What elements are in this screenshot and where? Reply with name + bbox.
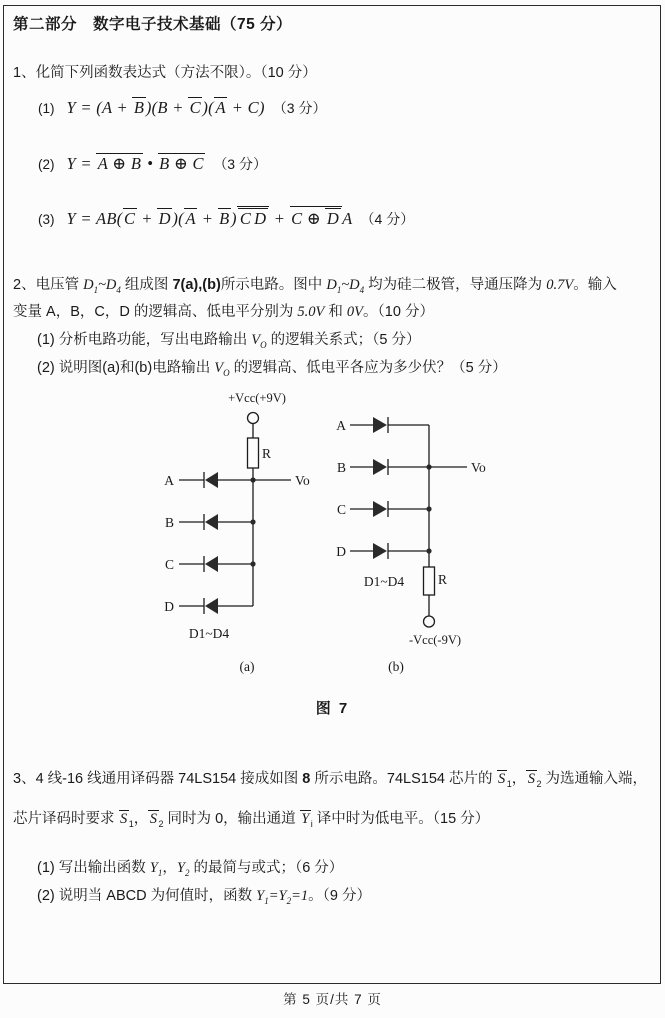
input-label-c: C: [164, 557, 174, 572]
q2-item-2: (2) 说明图(a)和(b)电路输出 $V_O$ 的逻辑高、低电平各应为多少伏？（5 分）: [37, 360, 507, 378]
q2-paragraph-line1: 2、电压管 $D_1\sim D_4$ 组成图 7(a),(b)所示电路。图中 $D_1\sim D_4$ 均为硅二极管，导通压降为 0.7V。输入: [13, 277, 617, 295]
diode-row-a: [336, 417, 429, 433]
junction-dot: [250, 561, 255, 566]
diode-icon: [373, 417, 387, 433]
subfigure-caption-b: (b): [388, 659, 404, 674]
junction-dot: [426, 548, 431, 553]
power-terminal: [248, 413, 259, 424]
formula-score: （3 分）: [272, 100, 327, 116]
input-label-d: D: [164, 599, 174, 614]
vee-label: -Vcc(-9V): [408, 633, 462, 647]
diode-row-b: [165, 514, 253, 530]
resistor-label: R: [438, 572, 448, 587]
output-label: Vo: [471, 460, 486, 475]
q2-item-1: (1) 分析电路功能，写出电路输出 $V_O$ 的逻辑关系式；（5 分）: [37, 332, 421, 350]
formula-score: （3 分）: [213, 156, 267, 172]
diode-icon: [373, 459, 387, 475]
junction-dot: [250, 519, 255, 524]
diode-icon: [373, 543, 387, 559]
formula-number: (1): [38, 101, 55, 116]
diode-row-c: [337, 501, 429, 517]
q1-heading: 1、化简下列函数表达式（方法不限）。（10 分）: [13, 65, 317, 81]
q3-paragraph-line1: 3、4 线-16 线通用译码器 74LS154 接成如图 8 所示电路。74LS154 芯片的 S $_1$， S $_2$ 为选通输入端，: [13, 771, 648, 789]
diode-row-d: [164, 598, 253, 614]
diode-row-d: [336, 543, 429, 559]
circuit-b: [336, 417, 486, 674]
circuit-a: [164, 391, 310, 674]
input-label-d: D: [336, 544, 346, 559]
diode-icon: [373, 501, 387, 517]
resistor-label: R: [262, 446, 272, 461]
page-number: 第 5 页/共 7 页: [283, 992, 382, 1007]
diode-icon: [205, 556, 218, 572]
diode-row-c: [165, 556, 253, 572]
q1-item-2: [38, 153, 267, 174]
junction-dot: [426, 506, 431, 511]
diode-icon: [205, 472, 218, 488]
input-label-c: C: [336, 502, 346, 517]
formula-expression: Y = AB(C + D)(A + B) C D + C ⊕ D A: [67, 209, 353, 228]
diode-row-b: [337, 459, 429, 475]
diode-icon: [205, 514, 218, 530]
q3-paragraph-line2: 芯片译码时要求 S $_1$， S $_2$ 同时为 0，输出通道 Y $_i$ 译中时为低电平。（15 分）: [13, 811, 490, 829]
diode-range-label: D1~D4: [188, 626, 230, 641]
input-label-b: B: [336, 460, 346, 475]
q2-paragraph-line2: 变量 A，B，C，D 的逻辑高、低电平分别为 5.0V 和 0V。（10 分）: [13, 304, 434, 320]
q3-item-1: (1) 写出输出函数 $Y_1$，$Y_2$ 的最简与或式；（6 分）: [37, 860, 344, 878]
input-label-a: A: [336, 418, 346, 433]
diode-icon: [205, 598, 218, 614]
power-terminal: [424, 616, 435, 627]
figure-7-caption: 图 7: [315, 700, 350, 717]
formula-expression: Y = (A + B)(B + C)(A + C): [66, 98, 265, 117]
subfigure-caption-a: (a): [239, 659, 255, 674]
diode-range-label: D1~D4: [363, 574, 405, 589]
q1-item-3: [38, 206, 414, 229]
formula-number: (2): [38, 157, 55, 172]
input-label-b: B: [164, 515, 174, 530]
figure-7-diagram: [0, 385, 665, 685]
section-title: 第二部分 数字电子技术基础（75 分）: [13, 16, 293, 33]
formula-expression: Y = A ⊕ B • B ⊕ C: [66, 154, 204, 173]
diode-row-a: [164, 472, 253, 488]
q1-item-1: [38, 97, 326, 118]
resistor: [248, 438, 259, 468]
vcc-label: +Vcc(+9V): [228, 391, 286, 405]
resistor: [424, 567, 435, 595]
output-label: Vo: [295, 473, 310, 488]
formula-score: （4 分）: [360, 211, 415, 227]
input-label-a: A: [164, 473, 174, 488]
q3-item-2: (2) 说明当 ABCD 为何值时，函数 $Y_1=Y_2=1$。（9 分）: [37, 888, 371, 906]
formula-number: (3): [38, 212, 55, 227]
